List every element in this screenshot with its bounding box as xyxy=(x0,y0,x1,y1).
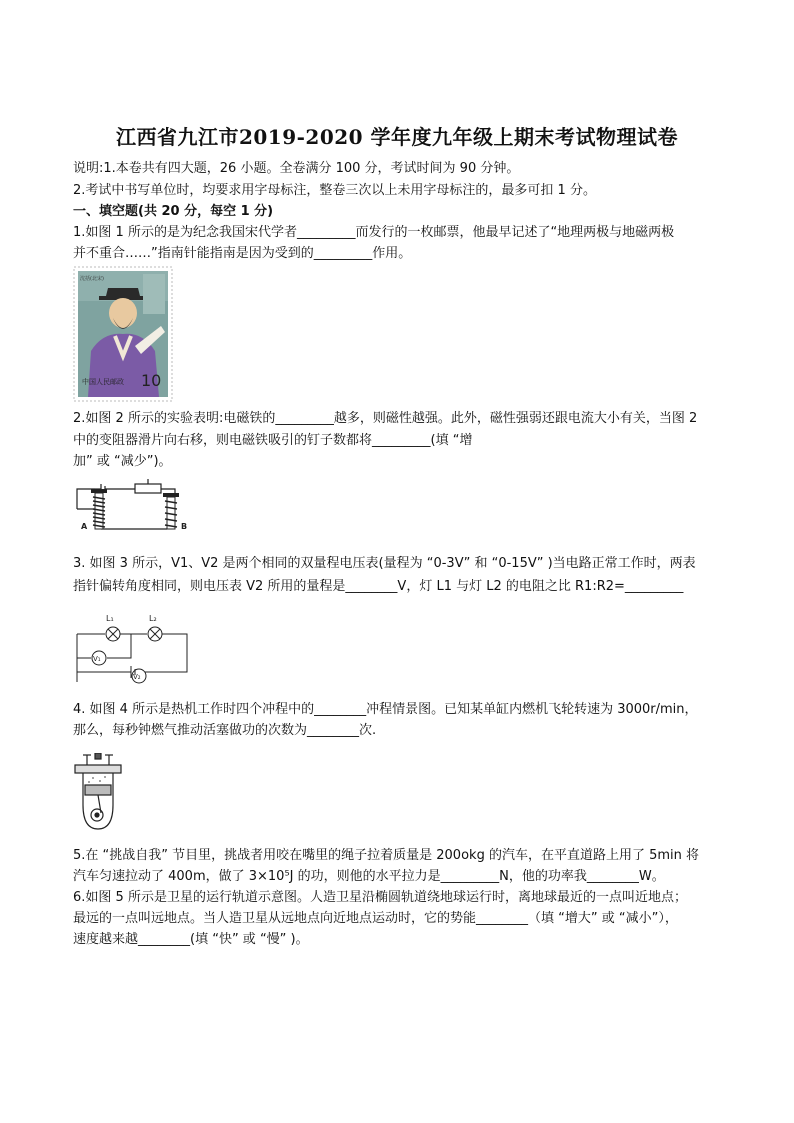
fig3-label-l2: L₂ xyxy=(149,614,157,623)
question-6-line-2: 最远的一点叫远地点。当人造卫星从远地点向近地点运动时，它的势能________（填 “增大” 或 “减小”）， xyxy=(73,911,678,926)
stamp-caption: 中国人民邮政 xyxy=(82,378,124,386)
question-5-line-2: 汽车匀速拉动了 400m，做了 3×10⁵J 的功，则他的水平拉力是_________N，他的功率我________W。 xyxy=(73,869,665,884)
fig3-label-v2: V₂ xyxy=(133,673,141,681)
figure-2-electromagnet-circuit xyxy=(73,475,188,537)
question-2-line-3: 加” 或 “减少”)。 xyxy=(73,454,172,469)
question-2-line-1: 2.如图 2 所示的实验表明:电磁铁的_________越多，则磁性越强。此外，磁性强弱还跟电流大小有关，当图 2 xyxy=(73,411,698,426)
fig2-label-a: A xyxy=(81,522,88,531)
figure-1-stamp xyxy=(73,266,173,402)
fig2-label-b: B xyxy=(181,522,188,531)
note-line-2: 2.考试中书写单位时，均要求用字母标注，整卷三次以上未用字母标注的，最多可扣 1 分。 xyxy=(73,183,596,198)
question-1-line-2: 并不重合……”指南针能指南是因为受到的_________作用。 xyxy=(73,246,412,261)
question-4-line-2: 那么，每秒钟燃气推动活塞做功的次数为________次. xyxy=(73,723,377,738)
section-heading: 一、填空题(共 20 分，每空 1 分) xyxy=(73,204,274,219)
fig3-label-l1: L₁ xyxy=(106,614,114,623)
figure-3-voltmeter-circuit xyxy=(73,608,193,686)
fig3-label-v1: V₁ xyxy=(93,655,101,663)
question-3-line-1: 3. 如图 3 所示，V1、V2 是两个相同的双量程电压表(量程为 “0-3V” 和 “0-15V” )当电路正常工作时，两表 xyxy=(73,556,696,571)
question-6-line-3: 速度越来越________(填 “快” 或 “慢” )。 xyxy=(73,932,309,947)
note-line-1: 说明:1.本卷共有四大题，26 小题。全卷满分 100 分，考试时间为 90 分钟。 xyxy=(73,161,520,176)
stamp-small-text: 沈括(北宋) xyxy=(80,276,104,282)
figure-4-engine-cylinder xyxy=(73,753,123,833)
question-2-line-2: 中的变阻器滑片向右移，则电磁铁吸引的钉子数都将_________(填 “增 xyxy=(73,433,473,448)
question-6-line-1: 6.如图 5 所示是卫星的运行轨道示意图。人造卫星沿椭圆轨道绕地球运行时，离地球最近的一点叫近地点； xyxy=(73,890,687,905)
question-1-line-1: 1.如图 1 所示的是为纪念我国宋代学者_________而发行的一枚邮票，他最早记述了“地理两极与地磁两极 xyxy=(73,225,675,240)
stamp-value: 10 xyxy=(141,371,162,390)
exam-title: 江西省九江市2019-2020 学年度九年级上期末考试物理试卷 xyxy=(115,125,679,149)
question-3-line-2: 指针偏转角度相同，则电压表 V2 所用的量程是________V，灯 L1 与灯 L2 的电阻之比 R1:R2=_________ xyxy=(73,579,684,594)
question-5-line-1: 5.在 “挑战自我” 节目里，挑战者用咬在嘴里的绳子拉着质量是 200okg 的汽车，在平直道路上用了 5min 将 xyxy=(73,848,700,863)
question-4-line-1: 4. 如图 4 所示是热机工作时四个冲程中的________冲程情景图。已知某单缸内燃机飞轮转速为 3000r/min， xyxy=(73,702,698,717)
